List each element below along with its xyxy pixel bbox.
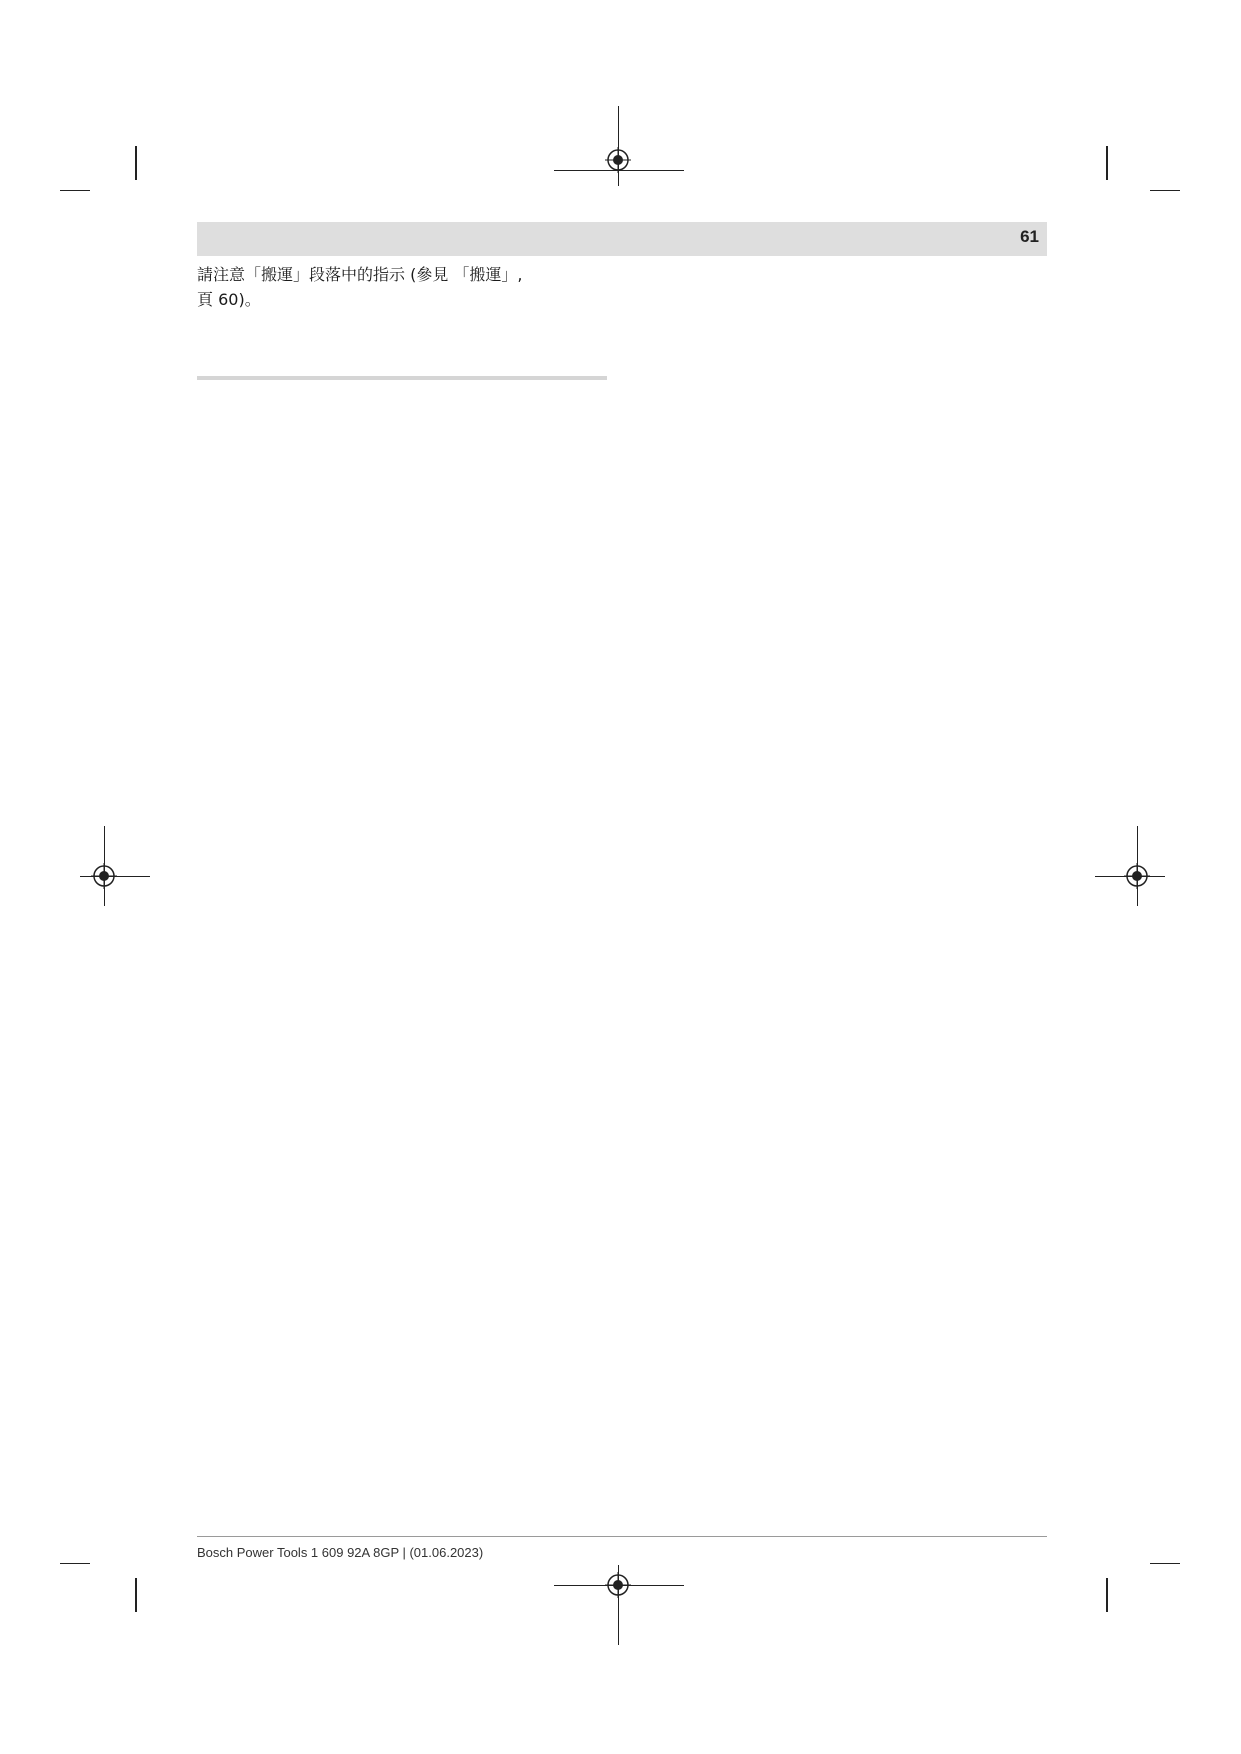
registration-mark-icon — [1124, 863, 1150, 889]
chinese-transport-note: 請注意「搬運」段落中的指示 (參見 「搬運」, 頁 60)。 — [197, 265, 523, 309]
page-header — [197, 222, 1047, 256]
registration-mark-icon — [91, 863, 117, 889]
page-number: 61 — [1020, 227, 1039, 246]
page-footer: Bosch Power Tools 1 609 92A 8GP | (01.06.2023) — [197, 1545, 484, 1560]
registration-mark-icon — [605, 147, 631, 173]
crop-mark — [60, 1563, 90, 1564]
crop-mark — [1150, 1563, 1180, 1564]
section-divider — [197, 376, 607, 380]
registration-line — [618, 106, 619, 186]
crop-mark — [135, 1578, 137, 1612]
registration-mark-icon — [605, 1572, 631, 1598]
crop-mark — [135, 146, 137, 180]
crop-mark — [1106, 1578, 1108, 1612]
crop-mark — [60, 190, 90, 191]
footer-divider — [197, 1536, 1047, 1537]
crop-mark — [1106, 146, 1108, 180]
left-column — [197, 262, 607, 380]
crop-mark — [1150, 190, 1180, 191]
